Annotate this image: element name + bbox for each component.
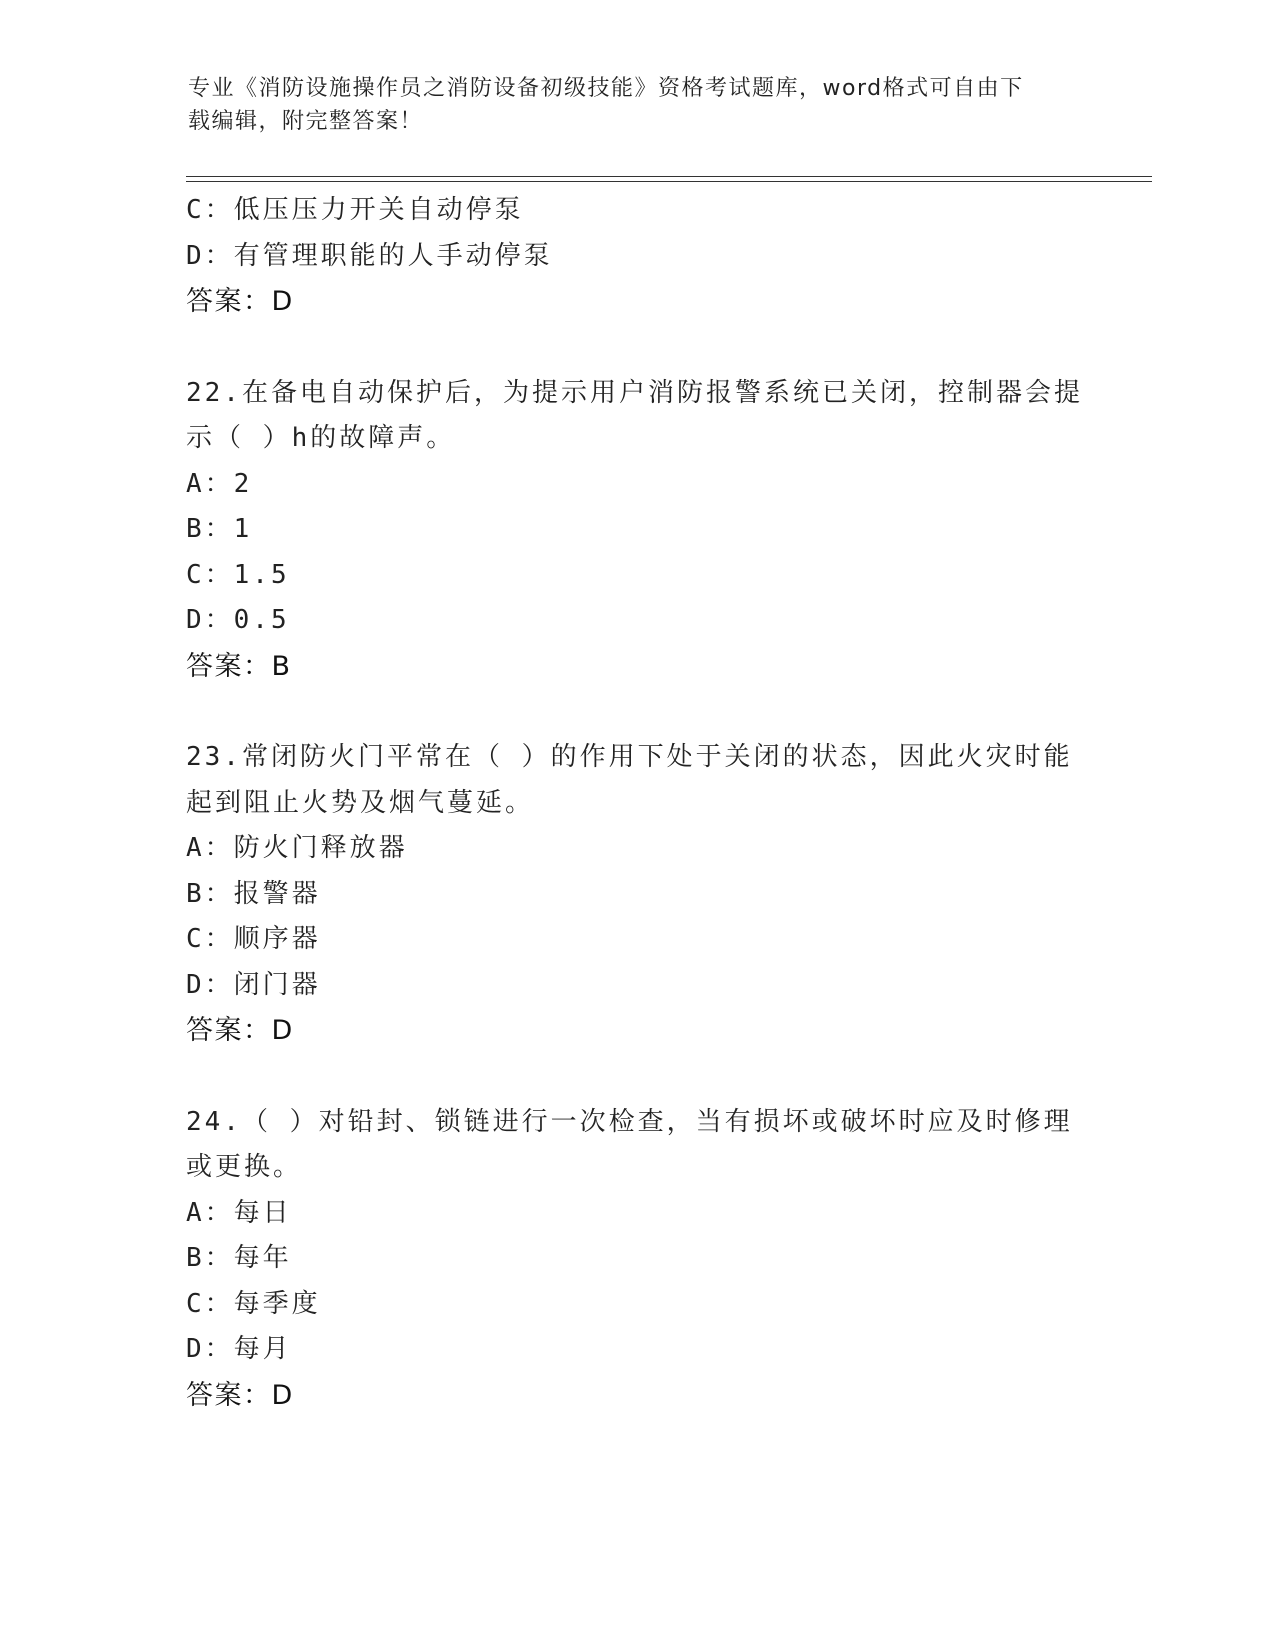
option-d: D：有管理职能的人手动停泵 (186, 240, 553, 271)
spacer (186, 1054, 1086, 1100)
option-a: A：2 (186, 468, 253, 499)
header-line-2: 载编辑，附完整答案！ (188, 109, 424, 134)
answer-line: 答案：B (186, 650, 292, 682)
question-stem-line-1: 22.在备电自动保护后，为提示用户消防报警系统已关闭，控制器会提 (186, 377, 1083, 408)
option-d: D：0.5 (186, 605, 290, 635)
question-block-22 (186, 371, 1086, 690)
option-b: B：每年 (186, 1243, 292, 1273)
option-b: B：1 (186, 514, 253, 544)
answer-line: 答案：D (186, 1379, 294, 1411)
spacer (186, 689, 1086, 735)
option-c: C：1.5 (186, 559, 290, 590)
option-d: D：闭门器 (186, 969, 321, 1000)
question-stem-line-2: 示（ ）h的故障声。 (186, 423, 456, 453)
question-stem-line-1: 23.常闭防火门平常在（ ）的作用下处于关闭的状态，因此火灾时能 (186, 742, 1073, 772)
header-divider-top (186, 176, 1152, 177)
question-block-24 (186, 1100, 1086, 1419)
option-a: A：防火门释放器 (186, 833, 408, 863)
question-block-continued (186, 188, 1086, 325)
option-a: A：每日 (186, 1197, 292, 1228)
question-block-23 (186, 735, 1086, 1054)
document-header (188, 72, 1068, 138)
question-stem-line-1: 24.（ ）对铅封、锁链进行一次检查，当有损坏或破坏时应及时修理 (186, 1106, 1073, 1137)
question-stem-line-2: 或更换。 (186, 1152, 303, 1182)
option-c: C：顺序器 (186, 924, 321, 954)
option-d: D：每月 (186, 1334, 292, 1364)
option-b: B：报警器 (186, 878, 321, 909)
option-c: C：低压压力开关自动停泵 (186, 195, 524, 225)
spacer (186, 325, 1086, 371)
question-stem-line-2: 起到阻止火势及烟气蔓延。 (186, 787, 535, 818)
answer-line: 答案：D (186, 286, 294, 317)
header-divider-bottom (186, 181, 1152, 182)
answer-line: 答案：D (186, 1015, 294, 1046)
header-line-1: 专业《消防设施操作员之消防设备初级技能》资格考试题库，word格式可自由下 (188, 76, 1024, 101)
option-c: C：每季度 (186, 1288, 321, 1319)
question-list (186, 188, 1086, 1418)
